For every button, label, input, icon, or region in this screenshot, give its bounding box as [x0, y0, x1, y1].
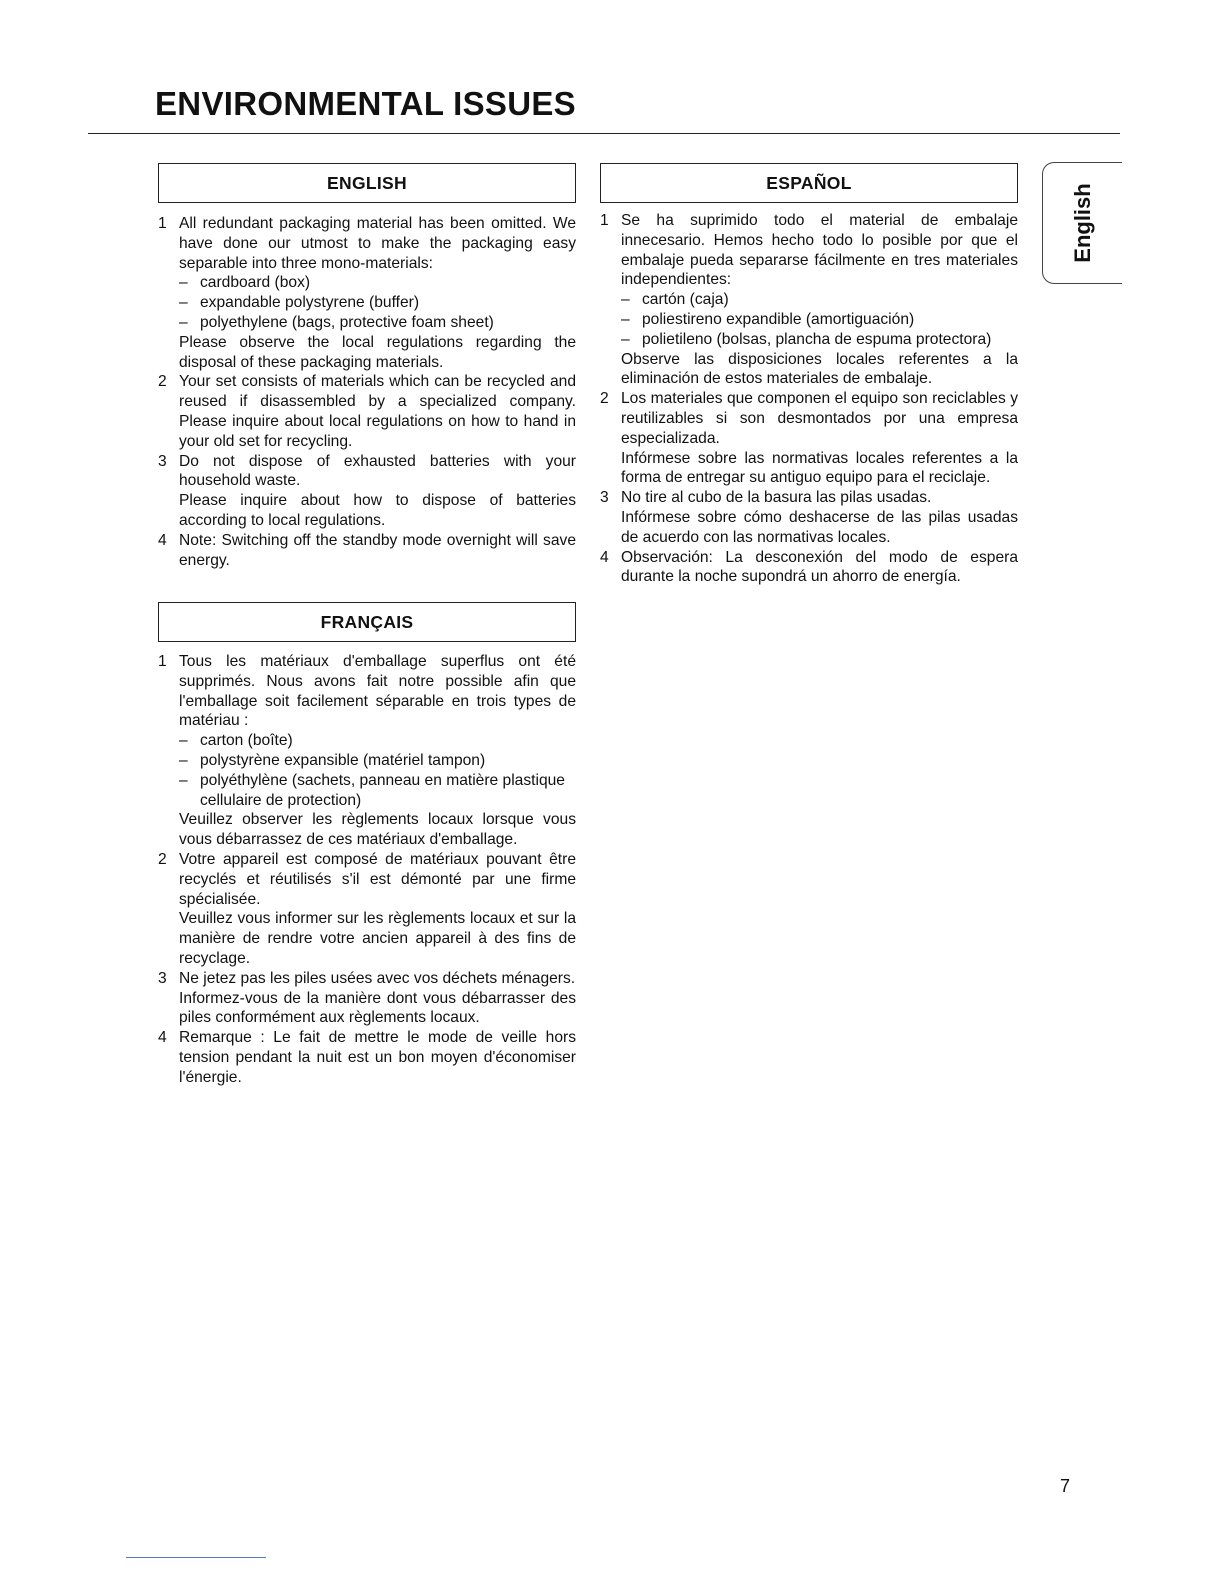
list-item [600, 389, 1018, 488]
item-number: 3 [158, 969, 167, 987]
item-text: Note: Switching off the standby mode overnight will save energy. [179, 531, 576, 569]
item-followup-text: Veuillez observer les règlements locaux lorsque vous vous débarrassez de ces matériaux d'emballage. [179, 811, 576, 849]
dash-item [621, 310, 1018, 330]
dash-mark: – [179, 732, 188, 750]
dash-text: expandable polystyrene (buffer) [200, 294, 420, 312]
list-item [600, 211, 1018, 389]
language-side-tab [1042, 162, 1122, 284]
item-followup-text: Infórmese sobre cómo deshacerse de las pilas usadas de acuerdo con las normativas locales. [621, 508, 1018, 546]
item-text: All redundant packaging material has been omitted. We have done our utmost to make the packaging easy separable into three mono-materials: [179, 215, 576, 272]
english-list [158, 214, 576, 570]
item-followup-text: Please observe the local regulations regarding the disposal of these packaging materials. [179, 333, 576, 371]
page-title: ENVIRONMENTAL ISSUES [155, 85, 576, 122]
francais-heading: FRANÇAIS [158, 602, 576, 642]
dash-mark: – [621, 310, 630, 328]
item-number: 1 [158, 215, 167, 232]
dash-mark: – [179, 274, 188, 292]
item-text: Votre appareil est composé de matériaux pouvant être recyclés et réutilisés s'il est démonté par une firme spécialisée. [179, 850, 576, 908]
dash-text: polystyrène expansible (matériel tampon) [200, 751, 486, 769]
dash-item [179, 731, 576, 751]
item-text: Los materiales que componen el equipo son reciclables y reutilizables si son desmontados por una empresa especializada. [621, 390, 1018, 447]
item-followup-text: Infórmese sobre las normativas locales referentes a la forma de entregar su antiguo equipo para el reciclaje. [621, 449, 1018, 487]
item-number: 2 [158, 373, 167, 391]
item-number: 2 [600, 390, 609, 408]
dash-mark: – [179, 313, 188, 331]
item-number: 3 [600, 489, 609, 507]
espanol-list [600, 211, 1018, 587]
dash-item [179, 313, 576, 333]
item-number: 4 [158, 1029, 167, 1047]
item-followup-text: Veuillez vous informer sur les règlements locaux et sur la manière de rendre votre ancien appareil à des fins de recyclage. [179, 910, 576, 967]
dash-item [179, 751, 576, 771]
dash-text: cartón (caja) [642, 291, 729, 309]
item-number: 4 [158, 531, 167, 549]
dash-text: polyéthylène (sachets, panneau en matière plastique cellulaire de protection) [200, 771, 565, 809]
list-item [600, 548, 1018, 588]
dash-mark: – [179, 751, 188, 769]
dash-text: cardboard (box) [200, 274, 311, 292]
dash-mark: – [179, 294, 188, 312]
list-item [158, 969, 576, 1028]
dash-item [621, 330, 1018, 350]
footer-rule [126, 1557, 266, 1558]
list-item [158, 1028, 576, 1087]
dash-text: carton (boîte) [200, 732, 293, 750]
item-text: Your set consists of materials which can be recycled and reused if disassembled by a specialized company. Please inquire about local regulations on how to hand in your old set for recycling. [179, 373, 576, 450]
dash-item [179, 293, 576, 313]
page-number: 7 [1060, 1476, 1071, 1496]
item-text: No tire al cubo de la basura las pilas usadas. [621, 489, 932, 507]
item-number: 3 [158, 452, 167, 470]
list-item [158, 652, 576, 850]
list-item [158, 452, 576, 531]
francais-list [158, 652, 576, 1088]
item-text: Tous les matériaux d'emballage superflus ont été supprimés. Nous avons fait notre possible afin que l'emballage soit facilement séparable en trois types de matériau : [179, 653, 576, 730]
dash-item [179, 771, 576, 811]
dash-mark: – [621, 291, 630, 309]
dash-item [179, 273, 576, 293]
item-number: 2 [158, 850, 167, 868]
list-item [158, 214, 576, 372]
item-number: 1 [600, 212, 609, 229]
espanol-heading: ESPAÑOL [600, 163, 1018, 203]
title-rule [88, 133, 1120, 134]
item-number: 4 [600, 548, 609, 566]
dash-text: poliestireno expandible (amortiguación) [642, 310, 915, 328]
list-item [158, 531, 576, 571]
list-item [158, 372, 576, 451]
item-text: Se ha suprimido todo el material de embalaje innecesario. Hemos hecho todo lo posible por que el embalaje pueda separarse fácilmente en tres materiales independientes: [621, 212, 1018, 289]
item-number: 1 [158, 653, 167, 670]
item-followup-text: Informez-vous de la manière dont vous débarrasser des piles conformément aux règlements locaux. [179, 989, 576, 1027]
dash-mark: – [179, 771, 188, 789]
dash-text: polietileno (bolsas, plancha de espuma protectora) [642, 330, 992, 348]
english-heading: ENGLISH [158, 163, 576, 203]
item-text: Do not dispose of exhausted batteries with your household waste. [179, 452, 576, 490]
list-item [158, 850, 576, 969]
dash-item [621, 290, 1018, 310]
dash-text: polyethylene (bags, protective foam sheet) [200, 313, 494, 331]
list-item [600, 488, 1018, 547]
item-text: Remarque : Le fait de mettre le mode de veille hors tension pendant la nuit est un bon moyen d'économiser l'énergie. [179, 1029, 576, 1086]
dash-mark: – [621, 330, 630, 348]
item-followup-text: Observe las disposiciones locales referentes a la eliminación de estos materiales de embalaje. [621, 350, 1018, 388]
item-followup-text: Please inquire about how to dispose of batteries according to local regulations. [179, 492, 576, 529]
side-tab-label: English [1069, 183, 1095, 263]
item-text: Ne jetez pas les piles usées avec vos déchets ménagers. [179, 969, 576, 987]
item-text: Observación: La desconexión del modo de espera durante la noche supondrá un ahorro de energía. [621, 548, 1018, 586]
